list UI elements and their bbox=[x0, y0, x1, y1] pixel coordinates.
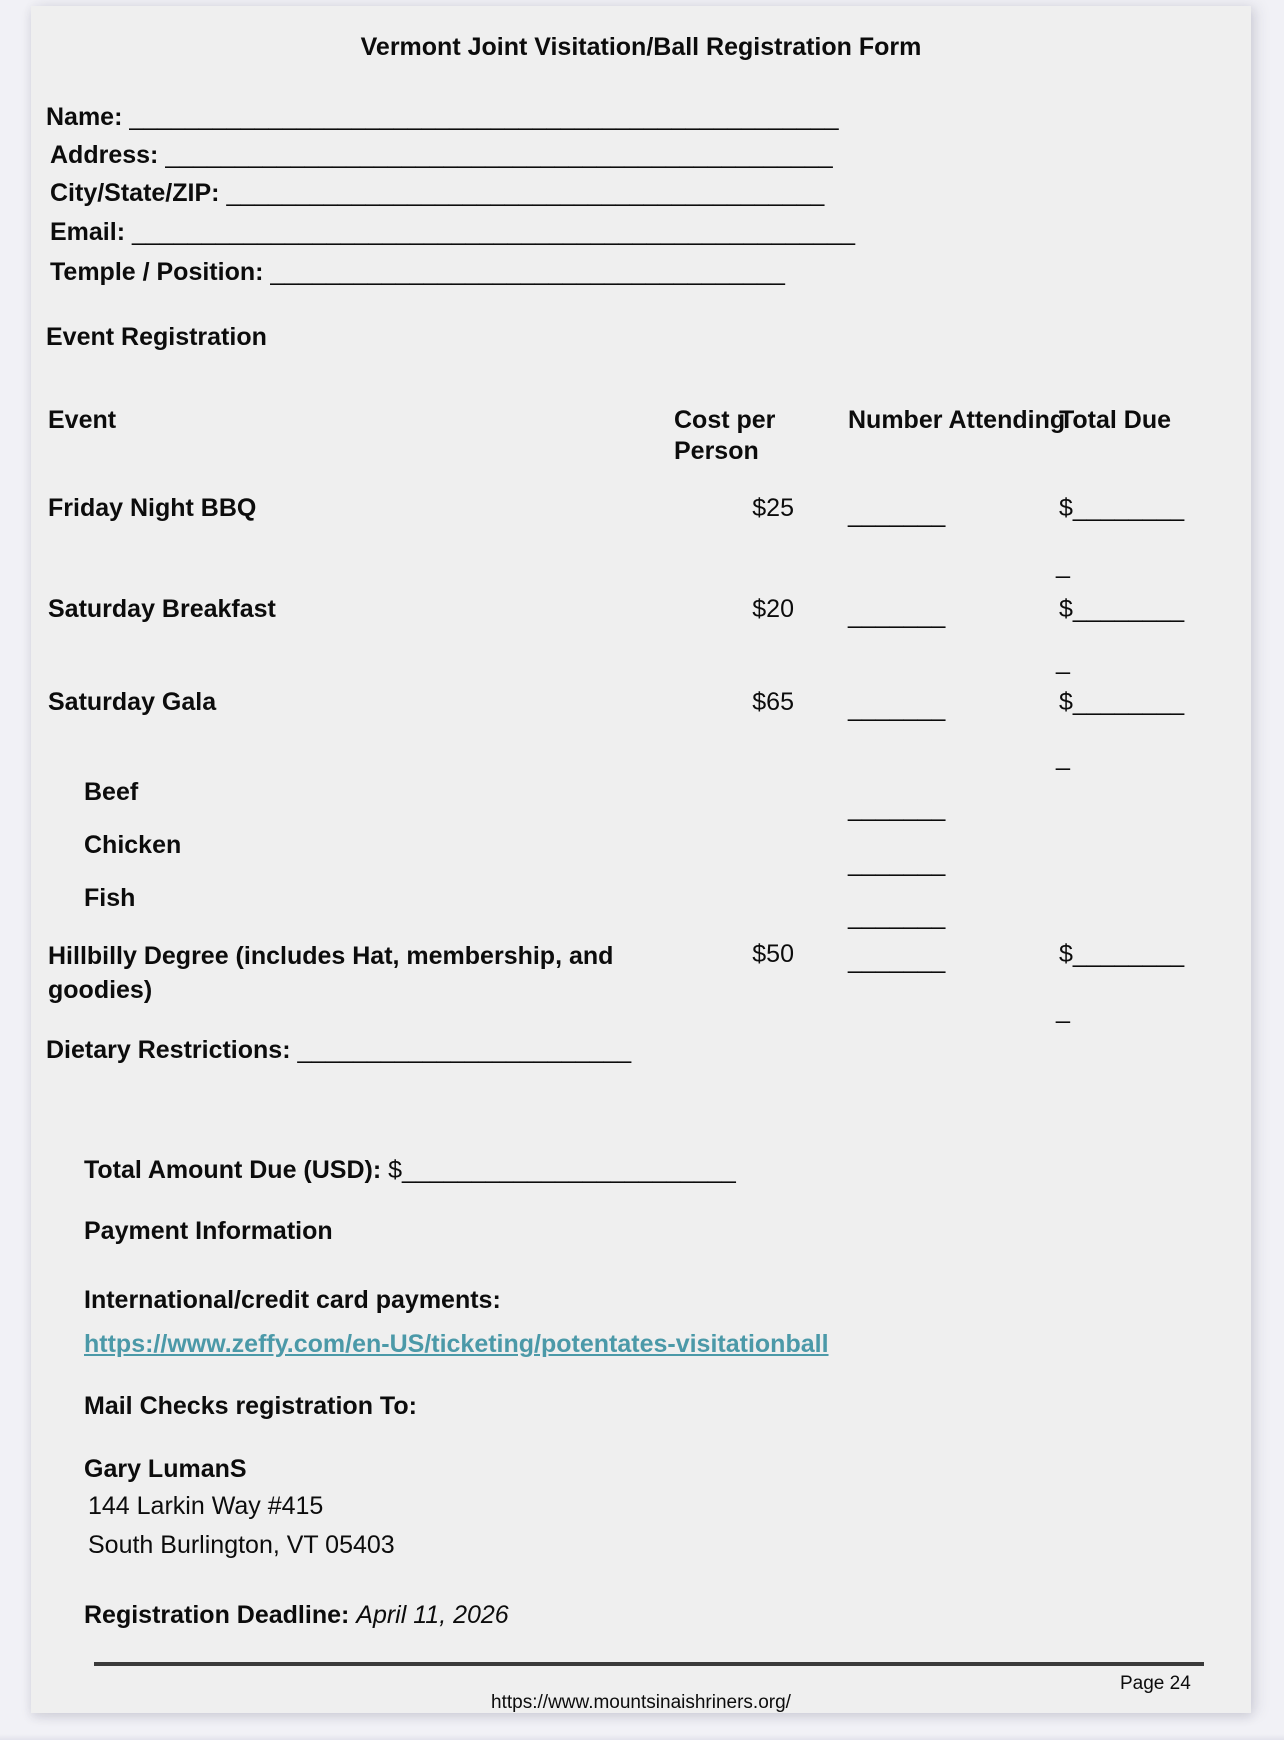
payment-information-heading: Payment Information bbox=[84, 1217, 333, 1245]
viewport-bottom-edge bbox=[0, 1734, 1284, 1740]
total-due-blank-wrap: _ bbox=[1056, 996, 1070, 1024]
total-due-blank: $________ bbox=[1059, 688, 1185, 716]
event-name-beef: Beef bbox=[84, 778, 139, 806]
email-blank-line: ____________________________________________________ bbox=[131, 218, 855, 246]
total-amount-due-row bbox=[84, 1155, 736, 1185]
name-blank-line: ___________________________________________________ bbox=[129, 103, 839, 131]
column-header-number-attending: Number Attending bbox=[848, 406, 1066, 434]
temple-position-field-row bbox=[50, 257, 785, 287]
column-header-cost-per-person: Cost per Person bbox=[674, 406, 776, 465]
zeffy-payment-link[interactable]: https://www.zeffy.com/en-US/ticketing/potentates-visitationball bbox=[84, 1330, 829, 1358]
number-attending-blank: _______ bbox=[848, 794, 946, 822]
event-name-saturday-breakfast: Saturday Breakfast bbox=[48, 595, 276, 623]
total-amount-due-blank-line: $________________________ bbox=[388, 1156, 736, 1184]
event-name-chicken: Chicken bbox=[84, 831, 182, 859]
number-attending-blank: _______ bbox=[848, 694, 946, 722]
total-due-blank-wrap: _ bbox=[1056, 743, 1070, 771]
international-payments-label: International/credit card payments: bbox=[84, 1286, 501, 1314]
temple-position-label: Temple / Position: bbox=[50, 258, 264, 286]
column-header-total-due: Total Due bbox=[1059, 406, 1172, 434]
column-header-event: Event bbox=[48, 406, 117, 434]
total-due-blank: $________ bbox=[1059, 595, 1185, 623]
city-state-zip-label: City/State/ZIP: bbox=[50, 179, 220, 207]
registration-deadline-row bbox=[84, 1600, 509, 1630]
total-amount-due-label: Total Amount Due (USD): bbox=[84, 1156, 382, 1184]
total-due-blank: $________ bbox=[1059, 494, 1185, 522]
address-field-row bbox=[50, 140, 833, 170]
address-label: Address: bbox=[50, 141, 159, 169]
dietary-restrictions-row bbox=[46, 1035, 631, 1065]
registration-deadline-label: Registration Deadline: bbox=[84, 1601, 350, 1629]
cost-value: $25 bbox=[752, 494, 794, 522]
total-due-blank-wrap: _ bbox=[1056, 647, 1070, 675]
page-number-label: Page 24 bbox=[1120, 1673, 1191, 1694]
payee-name: Gary LumanS bbox=[84, 1455, 247, 1483]
cost-value: $50 bbox=[752, 940, 794, 968]
number-attending-blank: _______ bbox=[848, 902, 946, 930]
name-field-row bbox=[46, 102, 838, 132]
footer-divider-line bbox=[94, 1662, 1204, 1666]
number-attending-blank: _______ bbox=[848, 946, 946, 974]
city-state-zip-blank-line: ___________________________________________ bbox=[226, 179, 825, 207]
dietary-restrictions-label: Dietary Restrictions: bbox=[46, 1036, 291, 1064]
cost-value: $20 bbox=[752, 595, 794, 623]
payee-address-line1: 144 Larkin Way #415 bbox=[88, 1492, 324, 1520]
name-label: Name: bbox=[46, 103, 123, 131]
cost-value: $65 bbox=[752, 688, 794, 716]
number-attending-blank: _______ bbox=[848, 500, 946, 528]
total-due-blank-wrap: _ bbox=[1056, 551, 1070, 579]
email-field-row bbox=[50, 217, 855, 247]
dietary-restrictions-blank-line: ________________________ bbox=[297, 1036, 632, 1064]
number-attending-blank: _______ bbox=[848, 849, 946, 877]
payee-address-line2: South Burlington, VT 05403 bbox=[88, 1531, 395, 1559]
event-name-friday-night-bbq: Friday Night BBQ bbox=[48, 494, 257, 522]
total-due-blank: $________ bbox=[1059, 940, 1185, 968]
footer-site-url: https://www.mountsinaishriners.org/ bbox=[491, 1692, 791, 1713]
event-name-saturday-gala: Saturday Gala bbox=[48, 688, 217, 716]
page-title: Vermont Joint Visitation/Ball Registration Form bbox=[360, 33, 922, 61]
event-name-fish: Fish bbox=[84, 884, 136, 912]
registration-deadline-date: April 11, 2026 bbox=[356, 1601, 509, 1629]
mail-checks-label: Mail Checks registration To: bbox=[84, 1392, 417, 1420]
address-blank-line: ________________________________________________ bbox=[165, 141, 833, 169]
temple-position-blank-line: _____________________________________ bbox=[270, 258, 785, 286]
event-registration-heading: Event Registration bbox=[46, 323, 267, 351]
event-name-hillbilly-degree: Hillbilly Degree (includes Hat, membership, and goodies) bbox=[48, 942, 614, 1004]
email-label: Email: bbox=[50, 218, 126, 246]
number-attending-blank: _______ bbox=[848, 601, 946, 629]
document-page bbox=[31, 6, 1251, 1713]
city-state-zip-field-row bbox=[50, 178, 824, 208]
